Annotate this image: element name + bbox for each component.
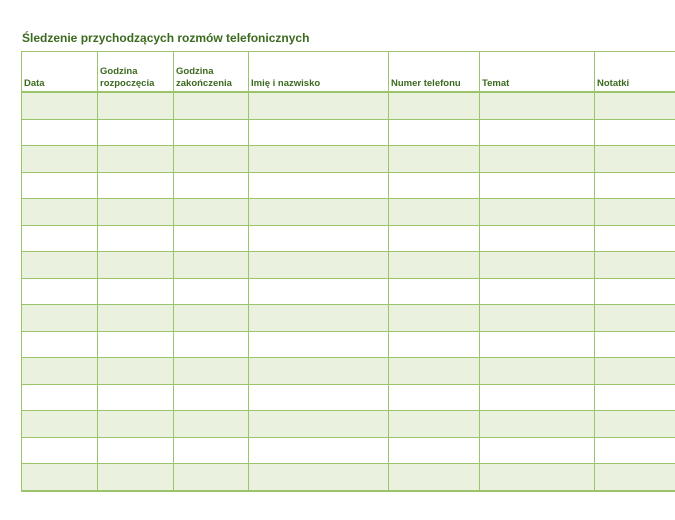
end-time-cell[interactable] [174, 146, 249, 173]
date-cell[interactable] [22, 225, 98, 252]
end-time-cell[interactable] [174, 384, 249, 411]
phone-cell[interactable] [389, 331, 480, 358]
date-cell[interactable] [22, 146, 98, 173]
end-time-cell[interactable] [174, 464, 249, 491]
start-time-cell[interactable] [98, 92, 174, 119]
end-time-cell[interactable] [174, 437, 249, 464]
start-time-cell[interactable] [98, 464, 174, 491]
name-cell[interactable] [249, 119, 389, 146]
notes-cell[interactable] [595, 411, 675, 438]
topic-cell[interactable] [480, 358, 595, 385]
name-cell[interactable] [249, 437, 389, 464]
end-time-cell[interactable] [174, 305, 249, 332]
end-time-cell[interactable] [174, 225, 249, 252]
topic-cell[interactable] [480, 146, 595, 173]
table-row [22, 305, 675, 332]
name-cell[interactable] [249, 199, 389, 226]
phone-cell[interactable] [389, 199, 480, 226]
phone-cell[interactable] [389, 172, 480, 199]
column-header-topic: Temat [480, 52, 595, 93]
date-cell[interactable] [22, 199, 98, 226]
notes-cell[interactable] [595, 278, 675, 305]
start-time-cell[interactable] [98, 384, 174, 411]
name-cell[interactable] [249, 172, 389, 199]
column-header-end-time: Godzina zakończenia [174, 52, 249, 93]
end-time-cell[interactable] [174, 358, 249, 385]
start-time-cell[interactable] [98, 278, 174, 305]
column-header-notes: Notatki [595, 52, 675, 93]
end-time-cell[interactable] [174, 331, 249, 358]
phone-cell[interactable] [389, 437, 480, 464]
notes-cell[interactable] [595, 199, 675, 226]
start-time-cell[interactable] [98, 225, 174, 252]
end-time-cell[interactable] [174, 119, 249, 146]
notes-cell[interactable] [595, 172, 675, 199]
date-cell[interactable] [22, 119, 98, 146]
topic-cell[interactable] [480, 384, 595, 411]
topic-cell[interactable] [480, 305, 595, 332]
table-row [22, 146, 675, 173]
date-cell[interactable] [22, 358, 98, 385]
page-title: Śledzenie przychodzących rozmów telefonicznych [22, 31, 310, 45]
phone-cell[interactable] [389, 146, 480, 173]
header-row [22, 52, 675, 93]
phone-cell[interactable] [389, 92, 480, 119]
column-header-start-time: Godzina rozpoczęcia [98, 52, 174, 93]
name-cell[interactable] [249, 225, 389, 252]
date-cell[interactable] [22, 384, 98, 411]
topic-cell[interactable] [480, 437, 595, 464]
phone-cell[interactable] [389, 358, 480, 385]
table-row [22, 358, 675, 385]
column-header-phone: Numer telefonu [389, 52, 480, 93]
table-row [22, 464, 675, 491]
date-cell[interactable] [22, 411, 98, 438]
topic-cell[interactable] [480, 464, 595, 491]
end-time-cell[interactable] [174, 411, 249, 438]
phone-cell[interactable] [389, 305, 480, 332]
end-time-cell[interactable] [174, 252, 249, 279]
topic-cell[interactable] [480, 278, 595, 305]
start-time-cell[interactable] [98, 146, 174, 173]
name-cell[interactable] [249, 384, 389, 411]
phone-cell[interactable] [389, 384, 480, 411]
notes-cell[interactable] [595, 252, 675, 279]
phone-cell[interactable] [389, 119, 480, 146]
table-row [22, 172, 675, 199]
topic-cell[interactable] [480, 119, 595, 146]
date-cell[interactable] [22, 305, 98, 332]
topic-cell[interactable] [480, 411, 595, 438]
end-time-cell[interactable] [174, 199, 249, 226]
notes-cell[interactable] [595, 464, 675, 491]
topic-cell[interactable] [480, 92, 595, 119]
name-cell[interactable] [249, 278, 389, 305]
table-body [22, 92, 675, 491]
start-time-cell[interactable] [98, 437, 174, 464]
topic-cell[interactable] [480, 252, 595, 279]
column-header-date: Data [22, 52, 98, 93]
phone-cell[interactable] [389, 411, 480, 438]
date-cell[interactable] [22, 331, 98, 358]
name-cell[interactable] [249, 92, 389, 119]
topic-cell[interactable] [480, 172, 595, 199]
notes-cell[interactable] [595, 92, 675, 119]
start-time-cell[interactable] [98, 119, 174, 146]
name-cell[interactable] [249, 411, 389, 438]
call-log-table [21, 51, 675, 492]
start-time-cell[interactable] [98, 252, 174, 279]
end-time-cell[interactable] [174, 172, 249, 199]
phone-cell[interactable] [389, 464, 480, 491]
date-cell[interactable] [22, 278, 98, 305]
column-header-name: Imię i nazwisko [249, 52, 389, 93]
notes-cell[interactable] [595, 119, 675, 146]
notes-cell[interactable] [595, 146, 675, 173]
notes-cell[interactable] [595, 225, 675, 252]
date-cell[interactable] [22, 437, 98, 464]
notes-cell[interactable] [595, 358, 675, 385]
table-row [22, 225, 675, 252]
table-row [22, 331, 675, 358]
start-time-cell[interactable] [98, 305, 174, 332]
table-row [22, 252, 675, 279]
end-time-cell[interactable] [174, 278, 249, 305]
table-row [22, 278, 675, 305]
topic-cell[interactable] [480, 199, 595, 226]
table-row [22, 119, 675, 146]
phone-cell[interactable] [389, 225, 480, 252]
table-row [22, 384, 675, 411]
phone-cell[interactable] [389, 252, 480, 279]
date-cell[interactable] [22, 464, 98, 491]
name-cell[interactable] [249, 146, 389, 173]
date-cell[interactable] [22, 252, 98, 279]
notes-cell[interactable] [595, 384, 675, 411]
start-time-cell[interactable] [98, 411, 174, 438]
table-row [22, 199, 675, 226]
topic-cell[interactable] [480, 331, 595, 358]
name-cell[interactable] [249, 358, 389, 385]
table-row [22, 92, 675, 119]
start-time-cell[interactable] [98, 199, 174, 226]
table-row [22, 437, 675, 464]
name-cell[interactable] [249, 464, 389, 491]
date-cell[interactable] [22, 92, 98, 119]
topic-cell[interactable] [480, 225, 595, 252]
start-time-cell[interactable] [98, 172, 174, 199]
start-time-cell[interactable] [98, 331, 174, 358]
name-cell[interactable] [249, 331, 389, 358]
end-time-cell[interactable] [174, 92, 249, 119]
date-cell[interactable] [22, 172, 98, 199]
notes-cell[interactable] [595, 437, 675, 464]
start-time-cell[interactable] [98, 358, 174, 385]
notes-cell[interactable] [595, 331, 675, 358]
name-cell[interactable] [249, 305, 389, 332]
name-cell[interactable] [249, 252, 389, 279]
phone-cell[interactable] [389, 278, 480, 305]
notes-cell[interactable] [595, 305, 675, 332]
table-row [22, 411, 675, 438]
